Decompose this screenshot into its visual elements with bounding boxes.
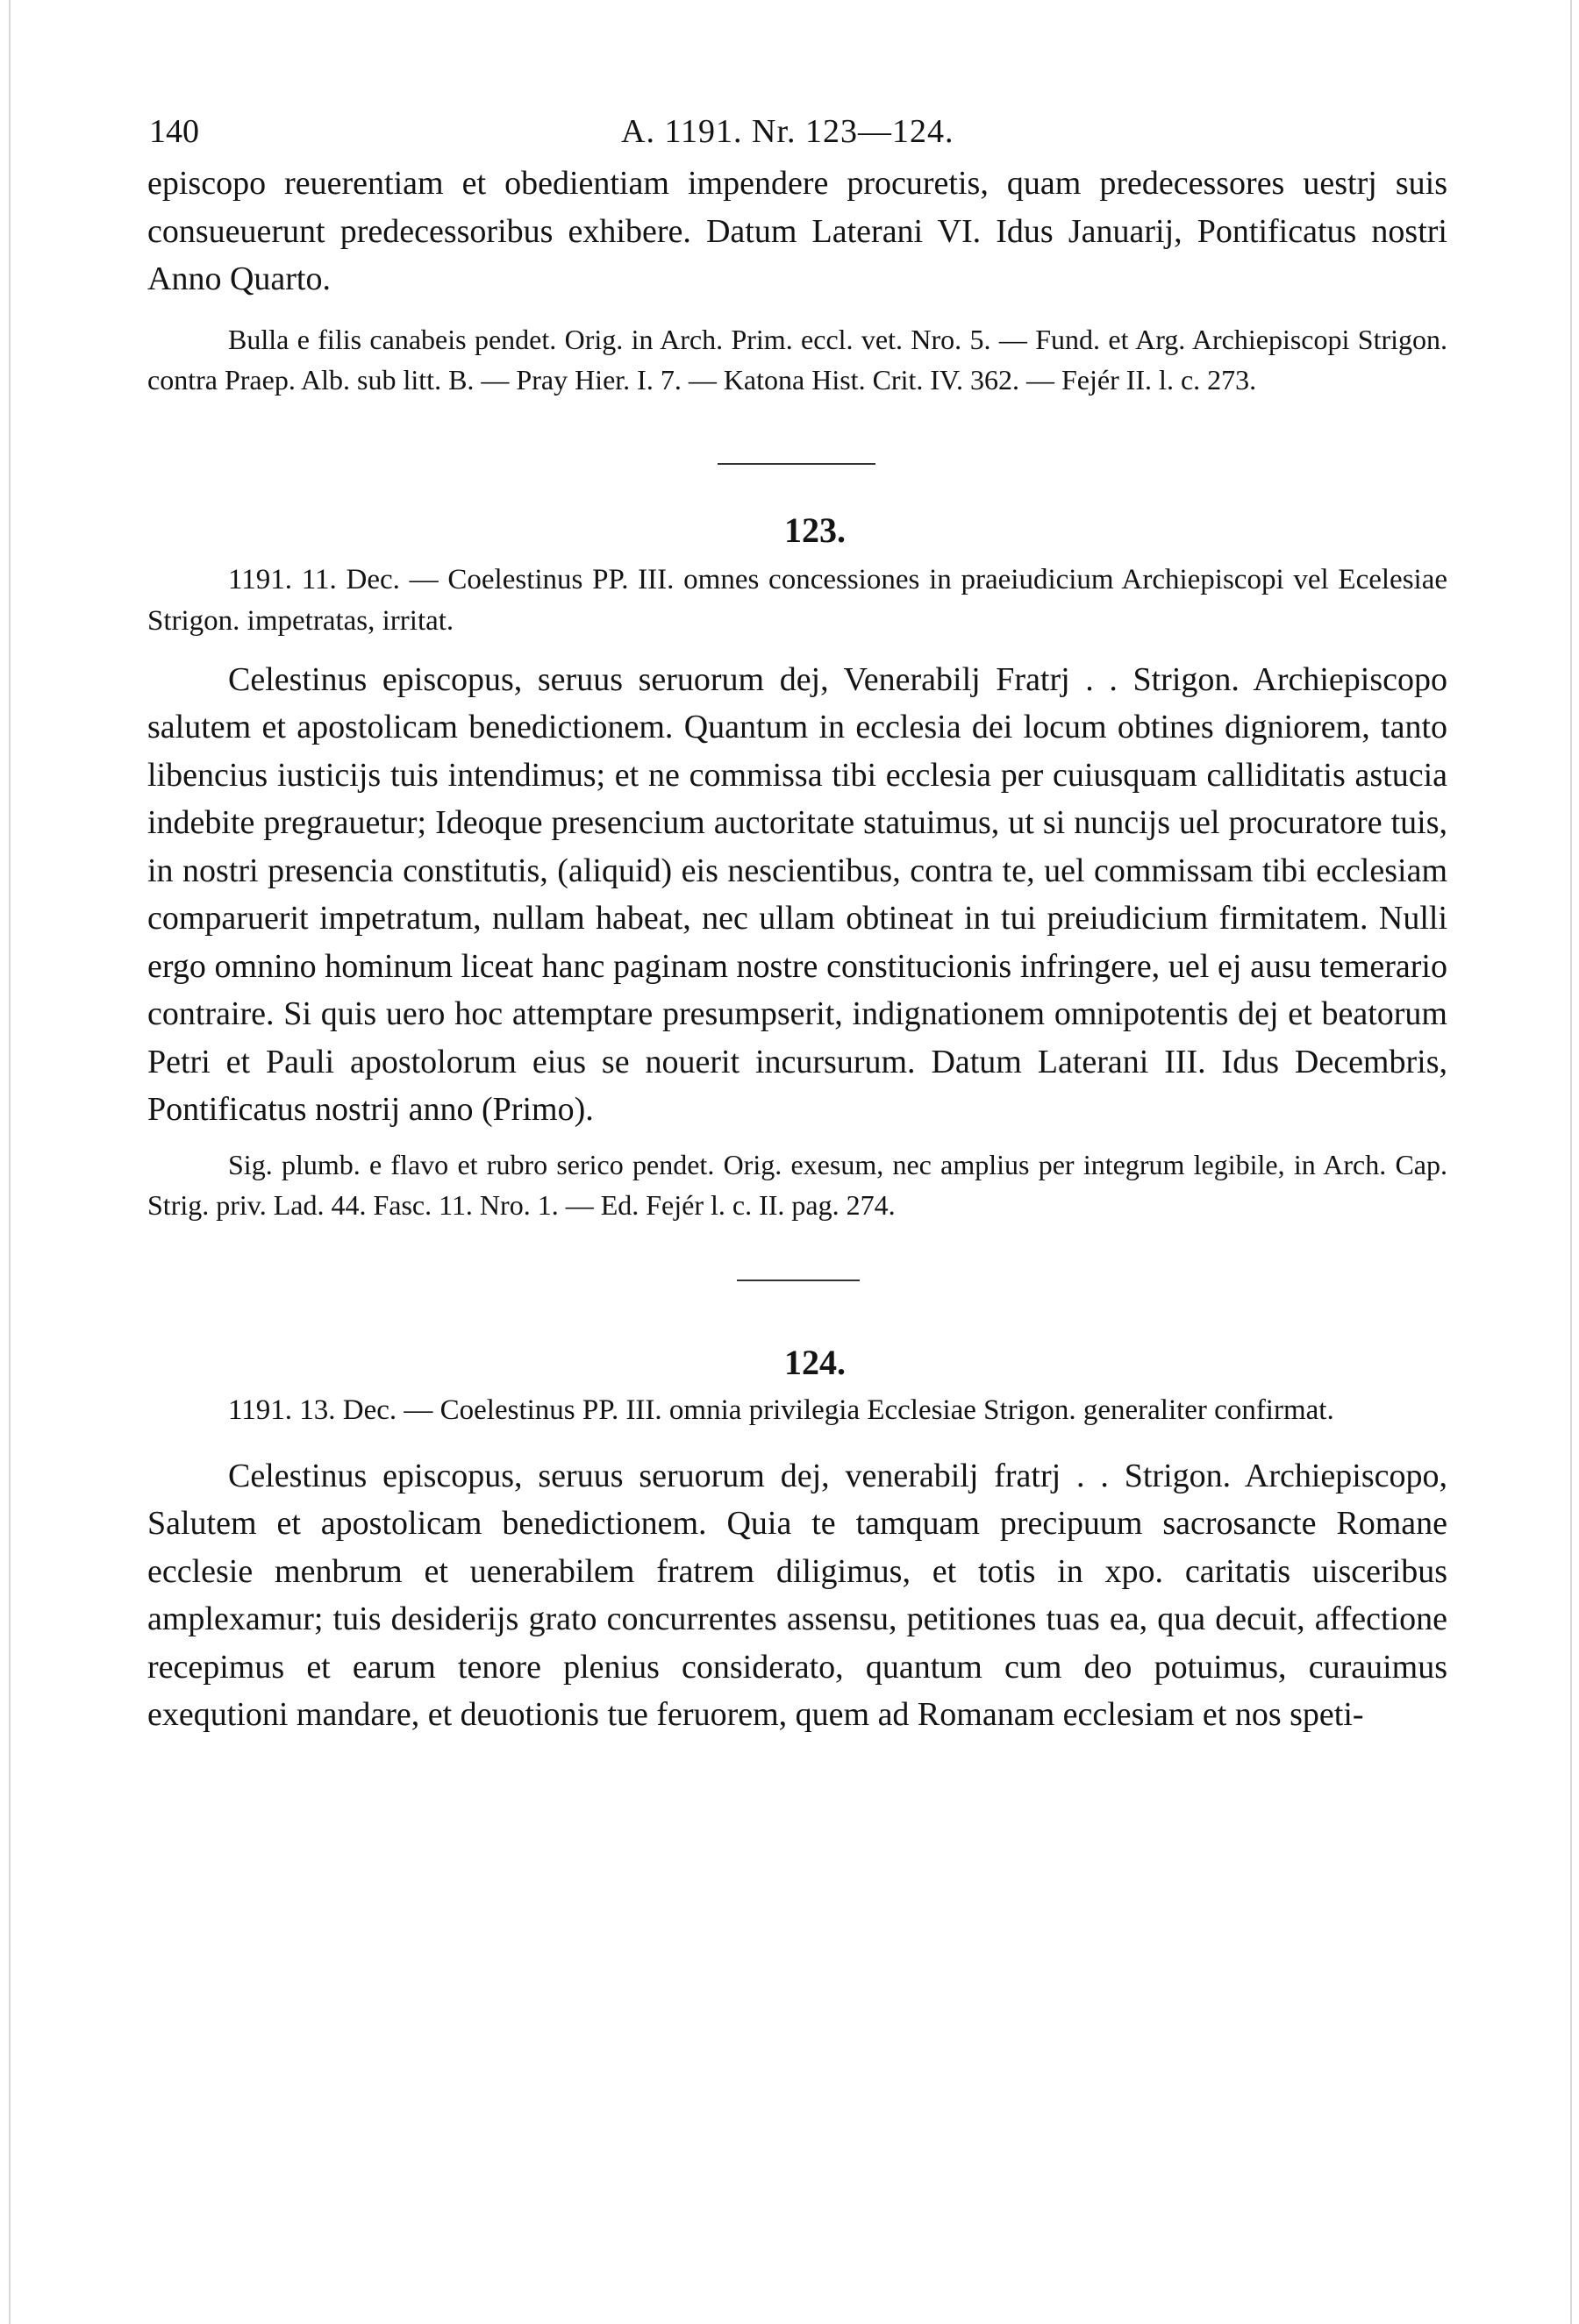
separator-rule [718, 463, 875, 465]
scan-edge-left [9, 0, 11, 2324]
entry-123-source-note: Sig. plumb. e flavo et rubro serico pendet. Orig. exesum, nec amplius per integrum legibile, in Arch. Cap. Strig. priv. Lad. 44. Fasc. 11. Nro. 1. — Ed. Fejér l. c. II. pag. 274. [147, 1148, 1447, 1221]
continuation-text: episcopo reuerentiam et obedientiam impendere procuretis, quam predecessores uestrj suis consueuerunt predecessoribus exhibere. Datum Laterani VI. Idus Januarij, Pontificatus nostri Anno Quarto. [147, 165, 1447, 297]
continuation-source-note: Bulla e filis canabeis pendet. Orig. in Arch. Prim. eccl. vet. Nro. 5. — Fund. et Arg. Archiepiscopi Strigon. contra Praep. Alb. sub litt. B. — Pray Hier. I. 7. — Katona Hist. Crit. IV. 362. — Fejér II. l. c. 273. [147, 323, 1447, 396]
running-title: A. 1191. Nr. 123—124. [621, 113, 954, 150]
scan-edge-right [1570, 0, 1572, 2324]
entry-123-text: Celestinus episcopus, seruus seruorum dej, Venerabilj Fratrj . . Strigon. Archiepiscopo salutem et apostolicam benedictionem. Quantum in ecclesia dei locum obtines digniorem, tanto libencius iusticijs tuis intendimus; et ne commissa tibi ecclesia per cuiusquam calliditatis astucia indebite pregrauetur; Ideoque presencium auctoritate statuimus, ut si nuncijs uel procuratore tuis, in nostri presencia constitutis, (aliquid) eis nescientibus, contra te, uel commissam tibi ecclesiam comparuerit impetratum, nullam habeat, nec ullam obtineat in tui preiudicium firmitatem. Nulli ergo omnino hominum liceat hanc paginam nostre constitucionis infringere, uel ej ausu temerario contraire. Si quis uero hoc attemptare presumpserit, indignationem omnipotentis dej et beatorum Petri et Pauli apostolorum eius se nouerit incursurum. Datum Laterani III. Idus Decembris, Pontificatus nostrij anno (Primo). [147, 660, 1447, 1128]
entry-123-number: 123. [784, 510, 846, 550]
entry-123-summary: 1191. 11. Dec. — Coelestinus PP. III. omnes concessiones in praeiudicium Archiepiscopi vel Ecelesiae Strigon. impetratas, irritat. [147, 563, 1447, 637]
separator-rule [737, 1280, 860, 1281]
continuation-section [147, 160, 1447, 303]
page [147, 103, 1447, 1739]
entry-124-summary: 1191. 13. Dec. — Coelestinus PP. III. omnia privilegia Ecclesiae Strigon. generaliter confirmat. [228, 1394, 1334, 1426]
entry-124-text: Celestinus episcopus, seruus seruorum dej, venerabilj fratrj . . Strigon. Archiepiscopo, Salutem et apostolicam benedictionem. Quia te tamquam precipuum sacrosancte Romane ecclesie menbrum et uenerabilem fratrem diligimus, et totis in xpo. caritatis uisceribus amplexamur; tuis desiderijs grato concurrentes assensu, petitiones tuas ea, qua decuit, affectione recepimus et earum tenore plenius considerato, quantum cum deo potuimus, curauimus exequtioni mandare, et deuotionis tue feruorem, quem ad Romanam ecclesiam et nos speti- [147, 1457, 1447, 1733]
page-number: 140 [149, 113, 199, 150]
running-header [147, 103, 1447, 156]
entry-124-number: 124. [784, 1342, 846, 1382]
